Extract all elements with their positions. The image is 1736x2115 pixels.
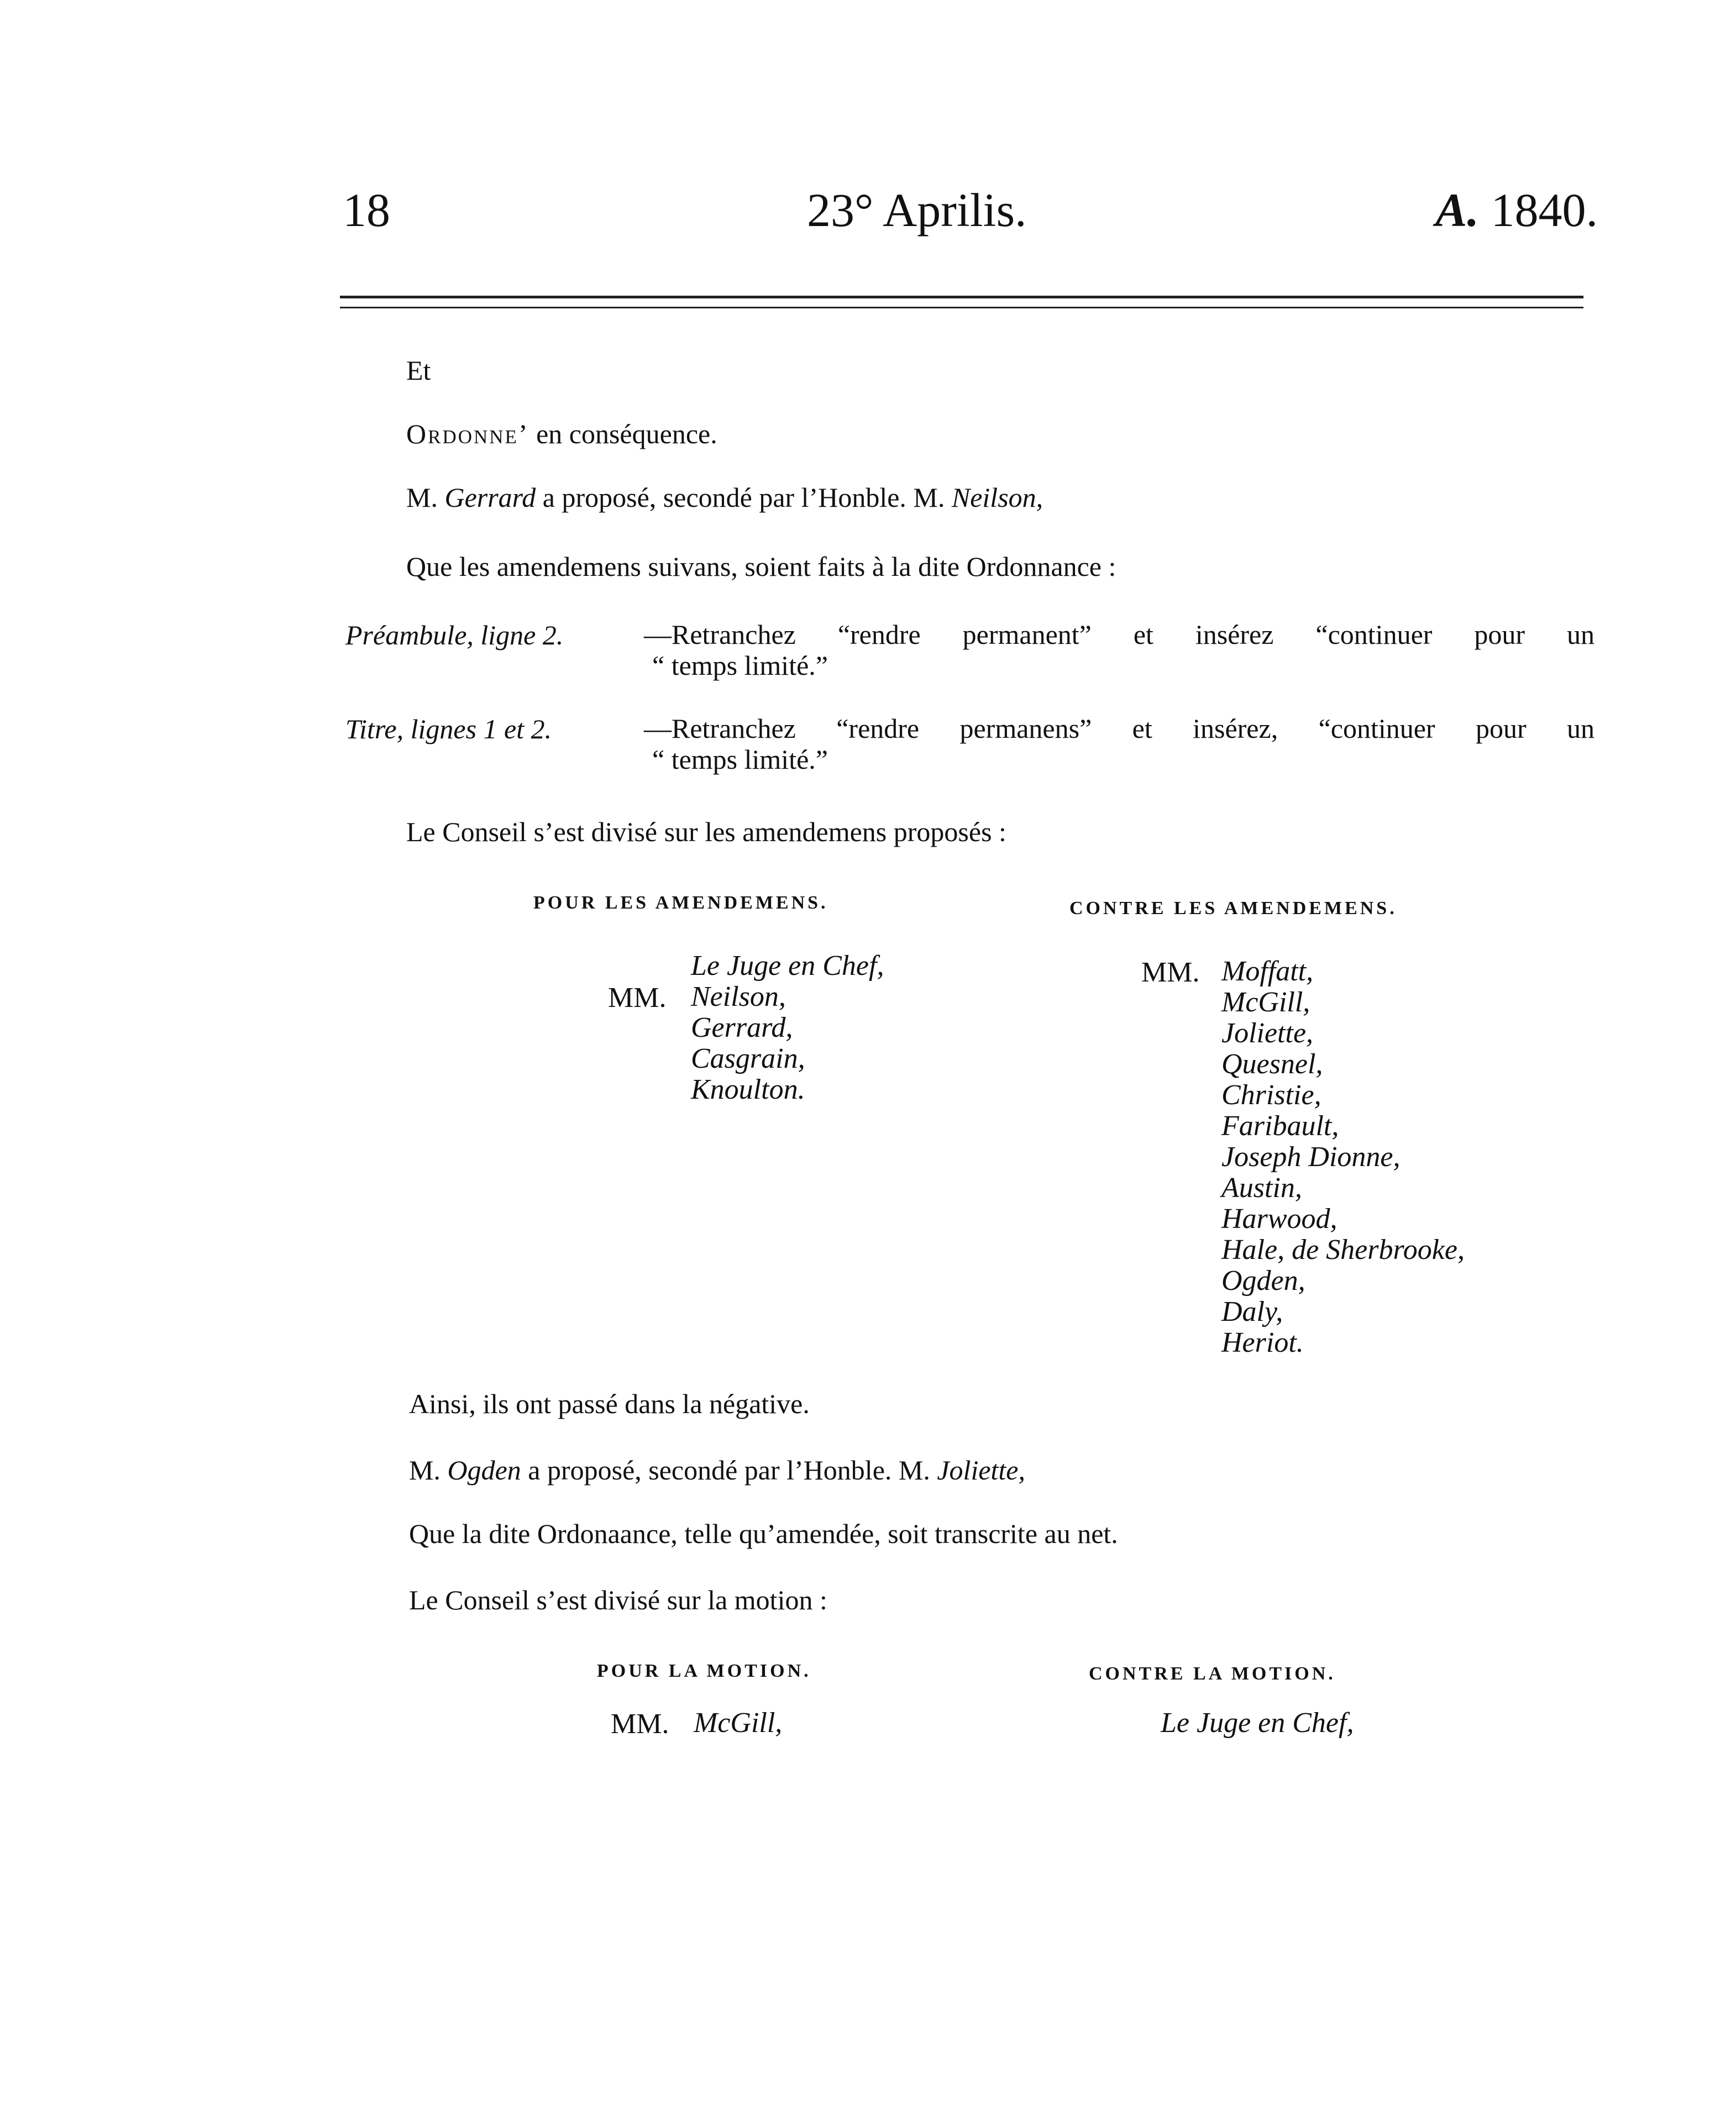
member-name: Harwood, [1221,1203,1338,1235]
amend1-label: Préambule, ligne 2. [345,620,564,650]
amend1-text [644,619,1595,681]
header-rule-thick [340,296,1583,298]
vote2-contre-first: Le Juge en Chef, [1161,1707,1354,1739]
member-name: Ogden, [1221,1265,1305,1297]
header-year [1435,182,1598,238]
amend1-line1: —Retranchez “rendre permanent” et insérez “continuer pour un [644,619,1595,650]
member-name: Daly, [1221,1296,1283,1327]
ordonne-rest: en conséquence. [529,418,717,449]
ordonne-word: Ordonne’ [406,418,529,449]
para-division-amendemens: Le Conseil s’est divisé sur les amendemens proposés : [406,816,1006,847]
vote1-pour-prefix: MM. [608,982,667,1014]
member-name: Moffatt, [1221,956,1314,987]
vote1-contre-list [1221,956,1465,1358]
para-motion-gerrard [406,481,1043,514]
member-name: Christie, [1221,1079,1321,1111]
amend2-text [644,713,1595,775]
para-negative: Ainsi, ils ont passé dans la négative. [409,1388,810,1419]
page-header [343,182,1598,243]
vote1-contre-prefix: MM. [1141,957,1200,988]
amend1-line2: “ temps limité.” [652,650,828,681]
motion2-prefix: M. [409,1455,448,1486]
member-name: Neilson, [691,981,786,1012]
amend2-line2: “ temps limité.” [652,744,828,775]
member-name: Joliette, [1221,1017,1314,1049]
header-date: 23° Aprilis. [807,183,1027,237]
vote1-pour-list [691,982,805,1105]
vote2-pour-heading: POUR LA MOTION. [597,1661,811,1681]
member-name: Joseph Dionne, [1221,1141,1401,1173]
member-name: Heriot. [1221,1327,1304,1358]
amend2-label: Titre, lignes 1 et 2. [345,713,552,744]
vote2-contre-heading: CONTRE LA MOTION. [1089,1663,1336,1684]
motion-mid: a proposé, secondé par l’Honble. M. [536,482,952,513]
member-name: Gerrard, [691,1012,793,1043]
para-et: Et [406,355,431,386]
motion2-mid: a proposé, secondé par l’Honble. M. [521,1455,937,1486]
mover2-name: Ogden [447,1455,521,1486]
vote2-pour-prefix: MM. [611,1708,669,1740]
vote1-contre-heading: CONTRE LES AMENDEMENS. [1069,898,1397,919]
member-name: Quesnel, [1221,1048,1323,1080]
year-value: 1840. [1491,183,1598,237]
vote2-pour-first: McGill, [694,1707,783,1739]
seconder-name: Neilson, [951,482,1043,513]
page-number: 18 [343,183,390,237]
para-transcrite: Que la dite Ordonaance, telle qu’amendée, soit transcrite au net. [409,1518,1118,1549]
motion-prefix: M. [406,482,445,513]
member-name: Casgrain, [691,1043,805,1074]
mover-name: Gerrard [444,482,536,513]
vote1-pour-heading: POUR LES AMENDEMENS. [533,893,828,913]
seconder2-name: Joliette, [937,1455,1026,1486]
vote1-pour-first: Le Juge en Chef, [691,950,884,982]
member-name: Austin, [1221,1172,1302,1204]
para-motion-ogden [409,1453,1025,1487]
para-ordonne [406,417,717,450]
anno-abbrev: A. [1435,183,1479,237]
amend2-line1: —Retranchez “rendre permanens” et insérez, “continuer pour un [644,713,1595,744]
para-division-motion: Le Conseil s’est divisé sur la motion : [409,1584,827,1615]
member-name: Hale, de Sherbrooke, [1221,1234,1465,1266]
member-name: Faribault, [1221,1110,1339,1142]
para-amendemens: Que les amendemens suivans, soient faits à la dite Ordonnance : [406,551,1116,582]
member-name: Knoulton. [691,1074,805,1105]
member-name: McGill, [1221,986,1310,1018]
header-rule-thin [340,307,1583,308]
